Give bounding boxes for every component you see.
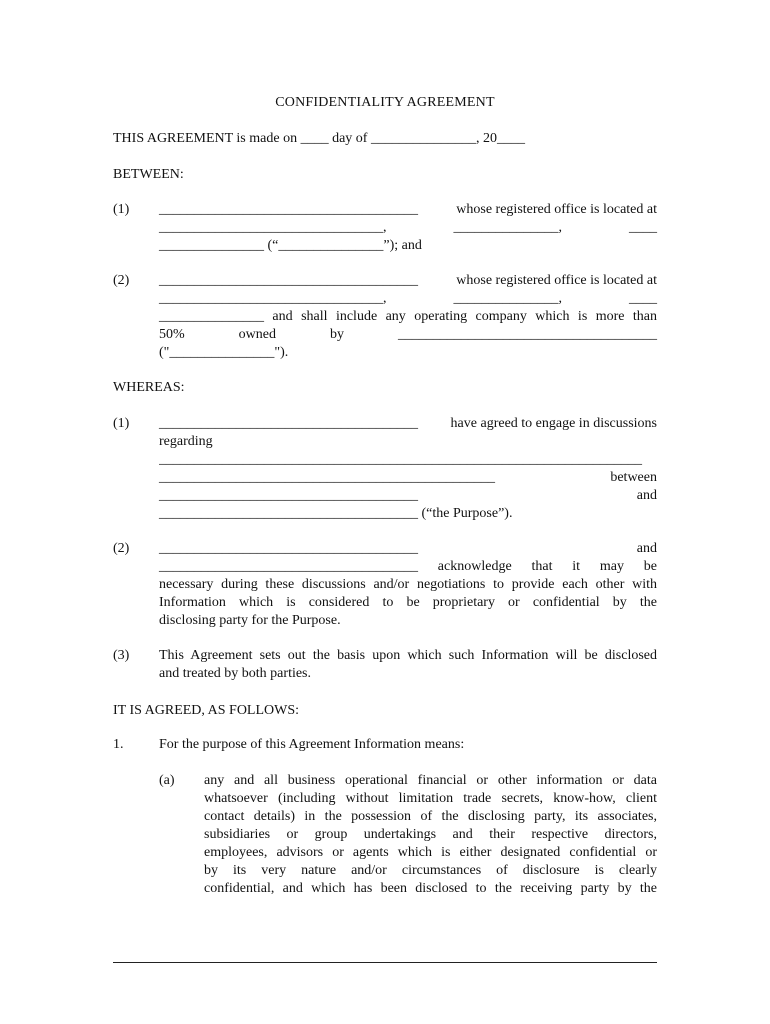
whereas2-row2: _____________________________________ acknowledge that it may be [159, 559, 657, 574]
whereas1-topic-blank: ________________________________________________ [159, 470, 495, 485]
party1-number: (1) [113, 202, 130, 217]
agreed-label: IT IS AGREED, AS FOLLOWS: [113, 703, 300, 718]
clause1a-row4: subsidiaries or group undertakings and their respective directors, [204, 827, 657, 842]
whereas2-number: (2) [113, 541, 130, 556]
whereas1-number: (1) [113, 416, 130, 431]
whereas1-between: between [610, 470, 657, 485]
party1-row1 [159, 201, 657, 219]
party2-address-blank: ________________________________, [159, 291, 387, 306]
whereas2-party-blank: _____________________________________ [159, 541, 418, 556]
party2-number: (2) [113, 273, 130, 288]
whereas1-row5 [159, 487, 657, 505]
whereas2-row5: disclosing party for the Purpose. [159, 613, 341, 628]
clause1-number: 1. [113, 737, 124, 752]
party2-by: by [330, 327, 344, 342]
party1-address-blank: ________________________________, [159, 220, 387, 235]
party2-percent: 50% [159, 327, 185, 342]
whereas1-row4 [159, 469, 657, 487]
party2-city-blank: _______________, [453, 291, 562, 306]
party2-row4 [159, 326, 657, 344]
clause1-text: For the purpose of this Agreement Information means: [159, 737, 465, 752]
intro-line: THIS AGREEMENT is made on ____ day of _______________, 20____ [113, 131, 525, 146]
party2-block [159, 272, 657, 362]
clause1a-row3: contact details) in the possession of the disclosing party, its associates, [204, 809, 657, 824]
clause1a-row6: by its very nature and/or circumstances of disclosure is clearly [204, 863, 657, 878]
whereas-label: WHEREAS: [113, 380, 185, 395]
party2-name-blank: _____________________________________ [159, 273, 418, 288]
clause1a-row2: whatsoever (including without limitation trade secrets, know-how, client [204, 791, 657, 806]
party2-row1 [159, 272, 657, 290]
clause1a-row5: employees, advisors or agents which is either designated confidential or [204, 845, 657, 860]
party1-block [159, 201, 657, 255]
party2-code-blank: ____ [629, 291, 657, 306]
whereas1-row1 [159, 415, 657, 433]
party1-row3: _______________ (“_______________”); and [159, 238, 422, 253]
party2-row3: _______________ and shall include any operating company which is more than [159, 309, 657, 324]
whereas1-first-party-blank: _____________________________________ [159, 488, 418, 503]
whereas2-row3: necessary during these discussions and/or negotiations to provide each other with [159, 577, 657, 592]
whereas1-row2: regarding [159, 434, 213, 449]
whereas3-number: (3) [113, 648, 130, 663]
party2-office-text: whose registered office is located at [456, 273, 657, 288]
whereas2-and: and [636, 541, 657, 556]
whereas1-and: and [636, 488, 657, 503]
party2-owner-blank: _____________________________________ [398, 327, 657, 342]
whereas1-block [159, 415, 657, 523]
party2-row2 [159, 290, 657, 308]
party1-city-blank: _______________, [453, 220, 562, 235]
party2-owned: owned [238, 327, 276, 342]
whereas2-row4: Information which is considered to be proprietary or confidential by the [159, 595, 657, 610]
whereas3-row2: and treated by both parties. [159, 666, 312, 681]
party1-code-blank: ____ [629, 220, 657, 235]
whereas2-row1 [159, 540, 657, 558]
whereas1-row6: _____________________________________ (“the Purpose”). [159, 506, 513, 521]
whereas3-block [159, 647, 657, 683]
whereas3-row1: This Agreement sets out the basis upon which such Information will be disclosed [159, 648, 657, 663]
whereas1-row3: _____________________________________________________________________ [159, 452, 642, 467]
party1-office-text: whose registered office is located at [456, 202, 657, 217]
document-title: CONFIDENTIALITY AGREEMENT [275, 95, 495, 110]
clause1a-row1: any and all business operational financial or other information or data [204, 773, 657, 788]
footer-rule [113, 962, 657, 963]
whereas2-block [159, 540, 657, 630]
whereas1-agreed-text: have agreed to engage in discussions [450, 416, 657, 431]
party2-row5: ("_______________"). [159, 345, 289, 360]
clause1a-row7: confidential, and which has been disclosed to the receiving party by the [204, 881, 657, 896]
clause1a-number: (a) [159, 773, 175, 788]
whereas1-party-blank: _____________________________________ [159, 416, 418, 431]
between-label: BETWEEN: [113, 167, 184, 182]
party1-name-blank: _____________________________________ [159, 202, 418, 217]
clause1a-block [204, 772, 657, 898]
party1-row2 [159, 219, 657, 237]
